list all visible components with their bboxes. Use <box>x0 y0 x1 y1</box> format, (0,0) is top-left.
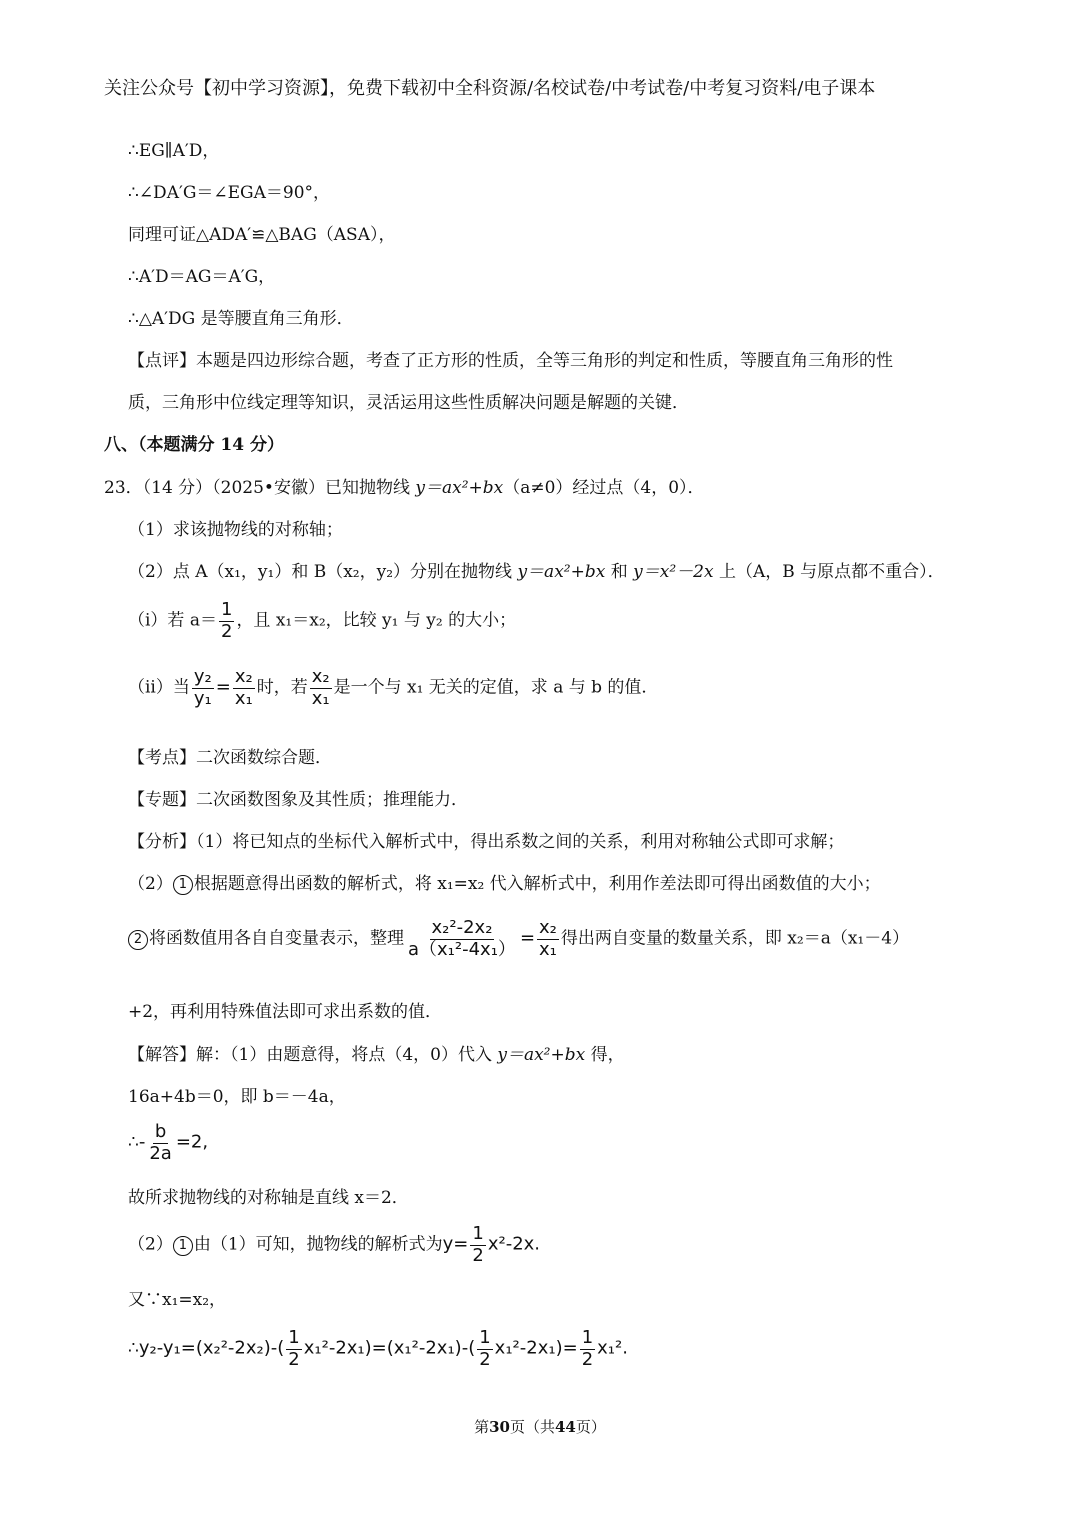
analysis-line-1: 【分析】（1）将已知点的坐标代入解析式中，得出系数之间的关系，利用对称轴公式即可求解； <box>128 832 845 852</box>
proof-line-1: ∴EG∥A′D， <box>128 141 220 161</box>
circled-one-marker-b: 1 <box>173 1236 193 1256</box>
part-2-text-a: （2）点 A（x₁，y₁）和 B（x₂，y₂）分别在抛物线 <box>128 562 518 582</box>
fraction-one-half-b: $\frac{1}{2}$ <box>472 1223 484 1266</box>
part-ii-text-c: 是一个与 x₁ 无关的定值，求 a 与 b 的值． <box>333 677 659 698</box>
solution-line-4: 故所求抛物线的对称轴是直线 x＝2． <box>128 1188 409 1208</box>
page-header: 关注公众号【初中学习资源】，免费下载初中全科资源/名校试卷/中考试卷/中考复习资料/电子课本 <box>104 78 876 99</box>
solution-line-6: 又∵x₁=x₂， <box>128 1290 227 1310</box>
circled-two-marker: 2 <box>128 930 148 950</box>
fraction-x2-over-x1-c: $\frac{\text{x₂}}{\text{x₁}}$ <box>539 917 557 960</box>
fraction-big-expression: $\frac{\text{x₂²-2x₂}}{\text{a（x₁²-4x₁）}}$ <box>408 917 516 960</box>
solution-line-1: 【解答】解：（1）由题意得，将点（4，0）代入 y＝ax²+bx 得， <box>128 1045 625 1065</box>
part-i-text-b: ，且 x₁＝x₂，比较 y₁ 与 y₂ 的大小； <box>236 610 517 631</box>
solution-line-3: ∴- $\frac{b}{2a}$ =2, <box>128 1121 209 1164</box>
fraction-b-over-2a: $\frac{b}{2a}$ <box>149 1121 172 1164</box>
analysis-line-3: 2 将函数值用各自自变量表示，整理 $\frac{\text{x₂²-2x₂}}{\text{a（x₁²-4x₁）}}$ = $\frac{\text{x₂}}{\text{x₁}}$ 得出两自变量的数量关系，即 x₂＝a（x₁－4） <box>128 918 909 960</box>
question-23-part-2 <box>128 562 945 582</box>
question-23-intro-text-b: （a≠0）经过点（4，0）． <box>503 478 705 498</box>
part-2-text-b: 和 <box>605 562 634 582</box>
question-23-part-ii: （ii）当 $\frac{\text{y₂}}{\text{y₁}}$ = $\frac{\text{x₂}}{\text{x₁}}$ 时，若 $\frac{\text{x₂}}{\text{x₁}}$ 是一个与 x₁ 无关的定值，求 a 与 b 的值． <box>128 666 659 709</box>
solution-line-5: （2） 1 由（1）可知，抛物线的解析式为y= $\frac{1}{2}$ x²-2x. <box>128 1223 541 1266</box>
part-ii-text-a: （ii）当 <box>128 677 190 698</box>
question-23-part-1: （1）求该抛物线的对称轴； <box>128 520 343 540</box>
question-23-intro-text-a: 23．（14 分）（2025•安徽）已知抛物线 <box>104 478 416 498</box>
solution-line-7: ∴y₂-y₁=(x₂²-2x₂)-( $\frac{1}{2}$ x₁²-2x₁)=(x₁²-2x₁)-( $\frac{1}{2}$ x₁²-2x₁)= $\frac{1}{2}$ x₁². <box>128 1327 628 1370</box>
proof-line-4: ∴A′D＝AG＝A′G， <box>128 267 276 287</box>
parabola-equation-ab: y＝ax²+bx <box>517 562 606 582</box>
fraction-one-half-e: $\frac{1}{2}$ <box>581 1327 594 1370</box>
fraction-x2-over-x1-b: $\frac{\text{x₂}}{\text{x₁}}$ <box>311 666 330 709</box>
fraction-x2-over-x1: $\frac{\text{x₂}}{\text{x₁}}$ <box>234 666 253 709</box>
solution-line-2: 16a+4b＝0，即 b＝－4a， <box>128 1087 346 1107</box>
page-number: 30 <box>489 1418 510 1436</box>
parabola-equation-c: y＝x²－2x <box>633 562 714 582</box>
fraction-one-half-c: $\frac{1}{2}$ <box>288 1327 300 1370</box>
section-title: 八、（本题满分 14 分） <box>104 435 284 455</box>
question-23-part-i <box>128 600 516 642</box>
fraction-one-half-d: $\frac{1}{2}$ <box>479 1327 491 1370</box>
analysis-line-2: （2） 1 根据题意得出函数的解析式，将 x₁=x₂ 代入解析式中，利用作差法即可得出函数值的大小； <box>128 874 881 894</box>
proof-line-3: 同理可证△ADA′≌△BAG（ASA）， <box>128 225 396 245</box>
kaodian-line: 【考点】二次函数综合题． <box>128 748 332 768</box>
review-line-1: 【点评】本题是四边形综合题，考查了正方形的性质，全等三角形的判定和性质，等腰直角三角形的性 <box>128 351 893 371</box>
parabola-equation: y＝ax²+bx <box>415 478 504 498</box>
part-2-text-c: 上（A，B 与原点都不重合）． <box>713 562 945 582</box>
proof-line-5: ∴△A′DG 是等腰直角三角形． <box>128 309 354 329</box>
question-23-intro <box>104 478 705 498</box>
part-i-text-a: （i）若 a＝ <box>128 610 217 631</box>
review-line-2: 质，三角形中位线定理等知识，灵活运用这些性质解决问题是解题的关键． <box>128 393 689 413</box>
analysis-line-4: +2，再利用特殊值法即可求出系数的值． <box>128 1002 443 1022</box>
proof-line-2: ∴∠DA′G＝∠EGA＝90°， <box>128 183 331 203</box>
part-ii-text-b: 时，若 <box>256 677 308 698</box>
fraction-one-half: $\frac{1}{2}$ <box>220 599 233 642</box>
page-footer: 第30页（共44页） <box>474 1418 606 1436</box>
page-total: 44 <box>555 1418 576 1436</box>
fraction-y2-over-y1: $\frac{\text{y₂}}{\text{y₁}}$ <box>193 666 212 709</box>
circled-one-marker: 1 <box>173 875 193 895</box>
zhuanti-line: 【专题】二次函数图象及其性质；推理能力． <box>128 790 468 810</box>
